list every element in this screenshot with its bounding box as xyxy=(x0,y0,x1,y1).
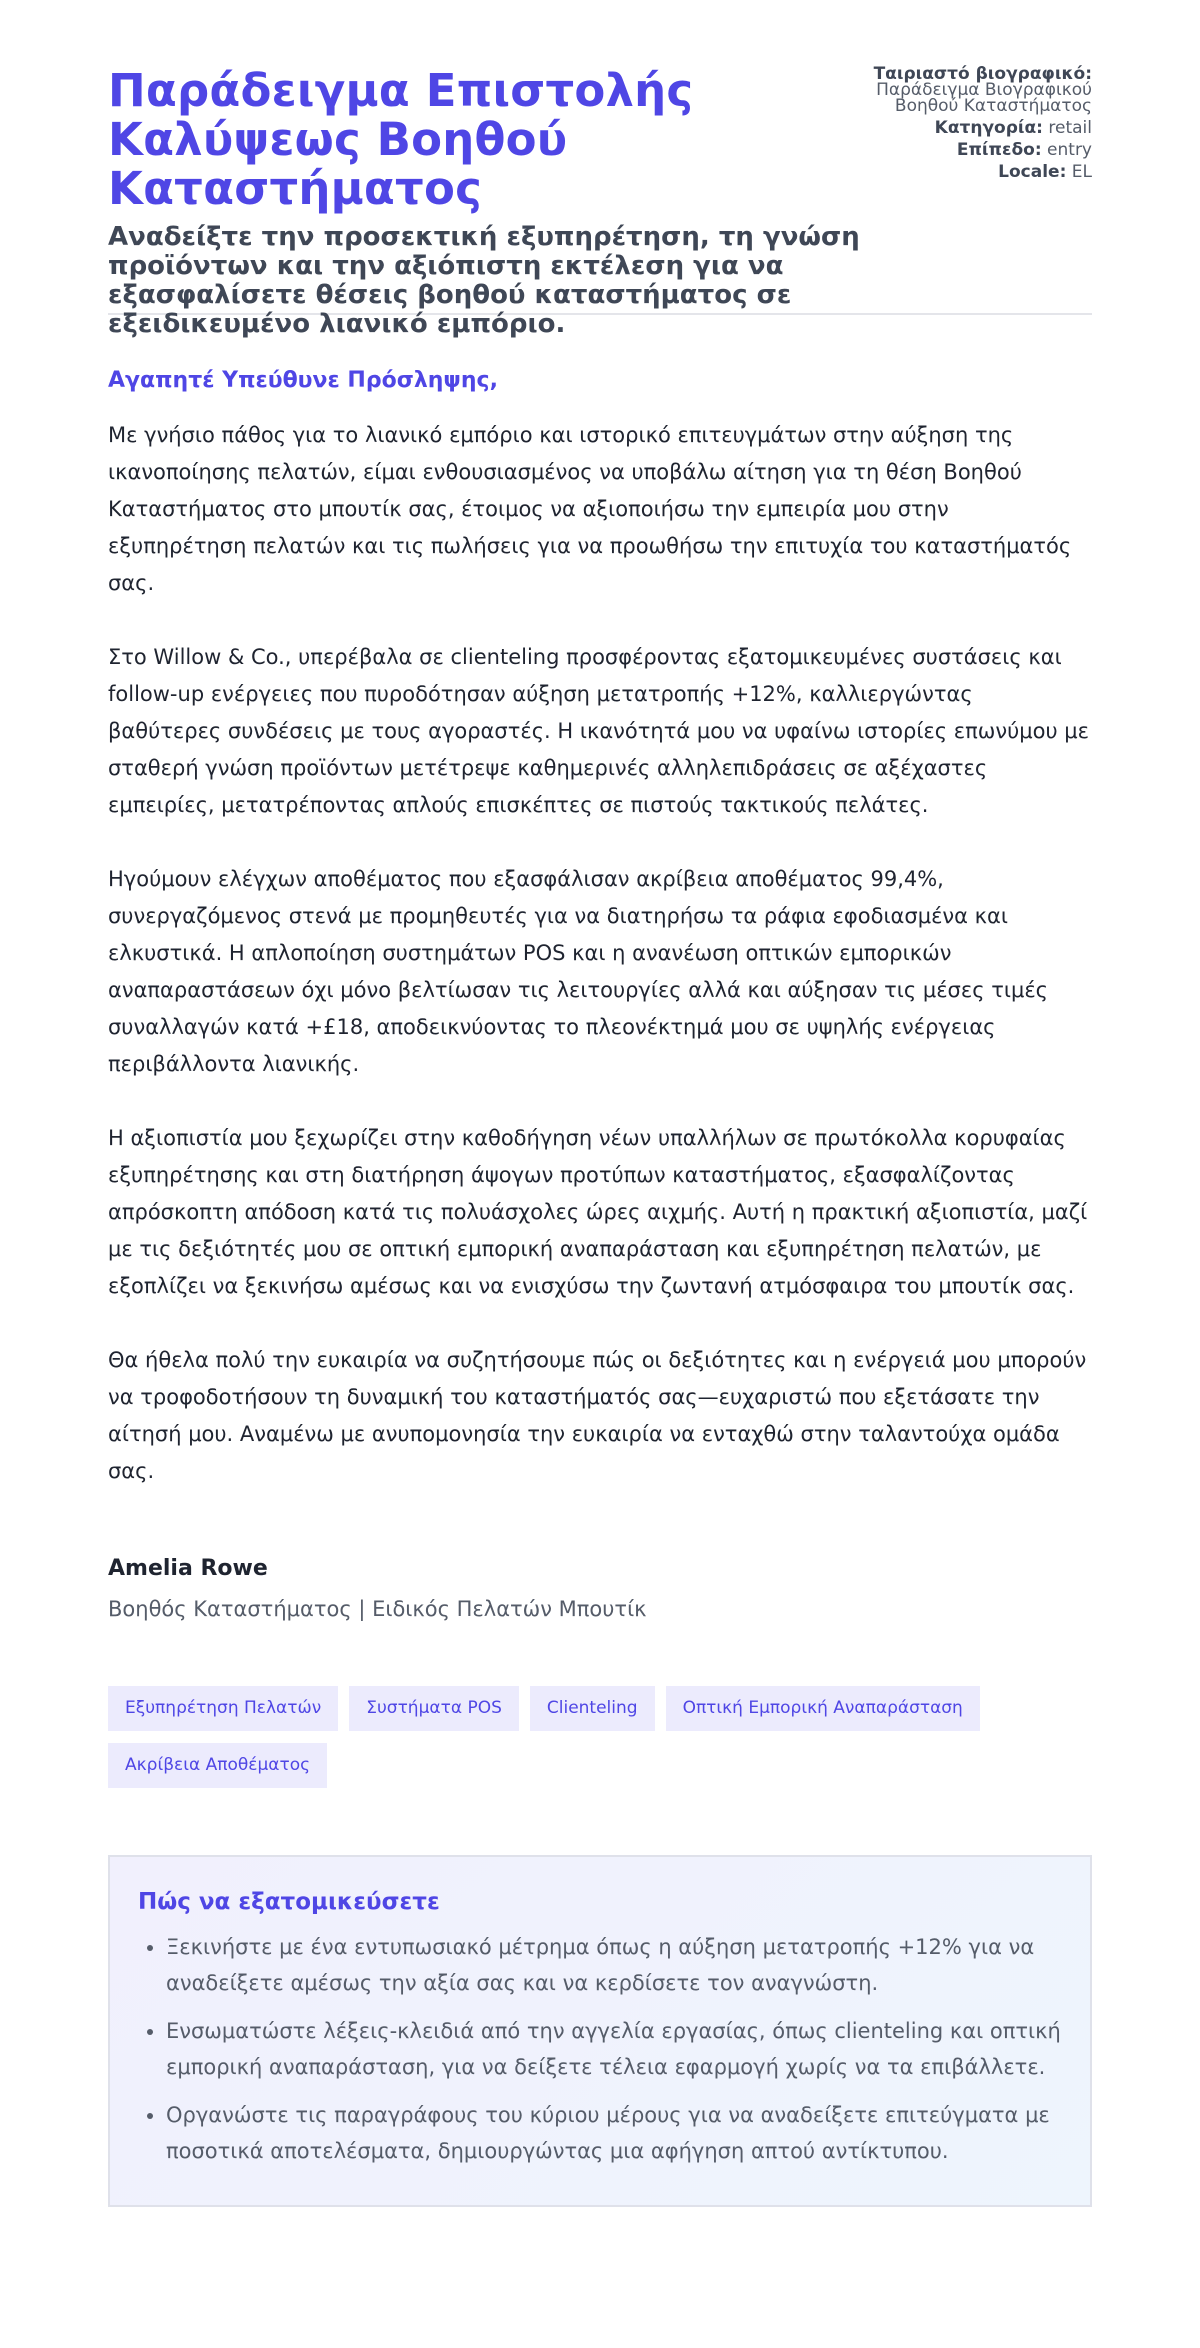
document-header xyxy=(108,64,1092,339)
tips-list-item: • Οργανώστε τις παραγράφους του κύριου μέρους για να αναδείξετε επιτεύγματα με ποσοτικά αποτελέσματα, δημιουργώντας μια αφήγηση απτού αντίκτυπου. xyxy=(166,2097,1062,2169)
page-title: Παράδειγμα Επιστολής Καλύψεως Βοηθού Καταστήματος xyxy=(108,64,694,215)
letter-paragraph-1: Με γνήσιο πάθος για το λιανικό εμπόριο και ιστορικό επιτευγμάτων στην αύξηση της ικανοποίησης πελατών, είμαι ενθουσιασμένος να υποβάλω αίτηση για τη θέση Βοηθού Καταστήματος στο μπουτίκ σας, έτοιμος να αξιοποιήσω την εμπειρία μου στην εξυπηρέτηση πελατών και τις πωλήσεις για να προωθήσω την επιτυχία του καταστήματός σας. xyxy=(108,423,1072,595)
tips-list xyxy=(138,1929,1062,2169)
tips-list-item: • Ενσωματώστε λέξεις-κλειδιά από την αγγελία εργασίας, όπως clienteling και οπτική εμπορική αναπαράσταση, για να δείξετε τέλεια εφαρμογή χωρίς να τα επιβάλλετε. xyxy=(166,2013,1062,2085)
meta-locale-value: EL xyxy=(1071,162,1092,182)
meta-category-label: Κατηγορία: xyxy=(934,118,1043,138)
meta-locale xyxy=(872,164,1092,180)
tips-title: Πώς να εξατομικεύσετε xyxy=(138,1889,440,1915)
letter-paragraph-2: Στο Willow & Co., υπερέβαλα σε clienteling προσφέροντας εξατομικευμένες συστάσεις και follow-up ενέργειες που πυροδότησαν αύξηση μετατροπής +12%, καλλιεργώντας βαθύτερες συνδέσεις με τους αγοραστές. Η ικανότητά μου να υφαίνω ιστορίες επωνύμου με σταθερή γνώση προϊόντων μετέτρεψε καθημερινές αλληλεπιδράσεις σε αξέχαστες εμπειρίες, μετατρέποντας απλούς επισκέπτες σε πιστούς τακτικούς πελάτες. xyxy=(108,645,1089,817)
metadata-panel xyxy=(872,66,1092,186)
meta-level-label: Επίπεδο: xyxy=(956,140,1042,160)
skill-tag[interactable]: Ακρίβεια Αποθέματος xyxy=(108,1743,327,1788)
meta-category xyxy=(872,120,1092,136)
signature-block xyxy=(108,1554,1092,1624)
title-block xyxy=(108,66,868,339)
letter-paragraph-3: Ηγούμουν ελέγχων αποθέματος που εξασφάλισαν ακρίβεια αποθέματος 99,4%, συνεργαζόμενος στενά με προμηθευτές για να διατηρήσω τα ράφια εφοδιασμένα και ελκυστικά. Η απλοποίηση συστημάτων POS και η ανανέωση οπτικών εμπορικών αναπαραστάσεων όχι μόνο βελτίωσαν τις λειτουργίες αλλά και αύξησαν τις μέσες τιμές συναλλαγών κατά +£18, αποδεικνύοντας το πλεονέκτημά μου σε υψηλής ενέργειας περιβάλλοντα λιανικής. xyxy=(108,867,1049,1076)
skill-tag[interactable]: Οπτική Εμπορική Αναπαράσταση xyxy=(666,1686,980,1731)
meta-resume-value[interactable]: Παράδειγμα Βιογραφικού Βοηθού Καταστήματος xyxy=(876,80,1092,116)
meta-resume-label: Ταιριαστό βιογραφικό: xyxy=(873,64,1092,84)
letter-body xyxy=(108,417,1092,1490)
meta-resume xyxy=(872,66,1092,114)
meta-locale-label: Locale: xyxy=(998,162,1067,182)
page-subtitle: Αναδείξτε την προσεκτική εξυπηρέτηση, τη γνώση προϊόντων και την αξιόπιστη εκτέλεση για να εξασφαλίσετε θέσεις βοηθού καταστήματος σε εξειδικευμένο λιανικό εμπόριο. xyxy=(108,222,860,339)
skill-tag[interactable]: Εξυπηρέτηση Πελατών xyxy=(108,1686,338,1731)
customization-tips-box xyxy=(108,1855,1092,2207)
meta-level xyxy=(872,142,1092,158)
skill-tag[interactable]: Clienteling xyxy=(530,1686,655,1731)
letter-paragraph-4: Η αξιοπιστία μου ξεχωρίζει στην καθοδήγηση νέων υπαλλήλων σε πρωτόκολλα κορυφαίας εξυπηρέτησης και στη διατήρηση άψογων προτύπων καταστήματος, εξασφαλίζοντας απρόσκοπτη απόδοση κατά τις πολυάσχολες ώρες αιχμής. Αυτή η πρακτική αξιοπιστία, μαζί με τις δεξιότητές μου σε οπτική εμπορική αναπαράσταση και εξυπηρέτηση πελατών, με εξοπλίζει να ξεκινήσω αμέσως και να ενισχύσω την ζωντανή ατμόσφαιρα του μπουτίκ σας. xyxy=(108,1126,1088,1298)
signature-name: Amelia Rowe xyxy=(108,1556,268,1581)
meta-category-value: retail xyxy=(1048,118,1092,138)
skill-tag[interactable]: Συστήματα POS xyxy=(349,1686,519,1731)
letter-greeting: Αγαπητέ Υπεύθυνε Πρόσληψης, xyxy=(108,368,498,393)
tips-list-item: • Ξεκινήστε με ένα εντυπωσιακό μέτρημα όπως η αύξηση μετατροπής +12% για να αναδείξετε αμέσως την αξία σας και να κερδίσετε τον αναγνώστη. xyxy=(166,1929,1062,2001)
skill-tags xyxy=(108,1686,1092,1788)
letter-paragraph-5: Θα ήθελα πολύ την ευκαιρία να συζητήσουμε πώς οι δεξιότητες και η ενέργειά μου μπορούν να τροφοδοτήσουν τη δυναμική του καταστήματός σας—ευχαριστώ που εξετάσατε την αίτησή μου. Αναμένω με ανυπομονησία την ευκαιρία να ενταχθώ στην ταλαντούχα ομάδα σας. xyxy=(108,1348,1087,1483)
signature-role: Βοηθός Καταστήματος | Ειδικός Πελατών Μπουτίκ xyxy=(108,1597,647,1621)
meta-level-value: entry xyxy=(1047,140,1092,160)
